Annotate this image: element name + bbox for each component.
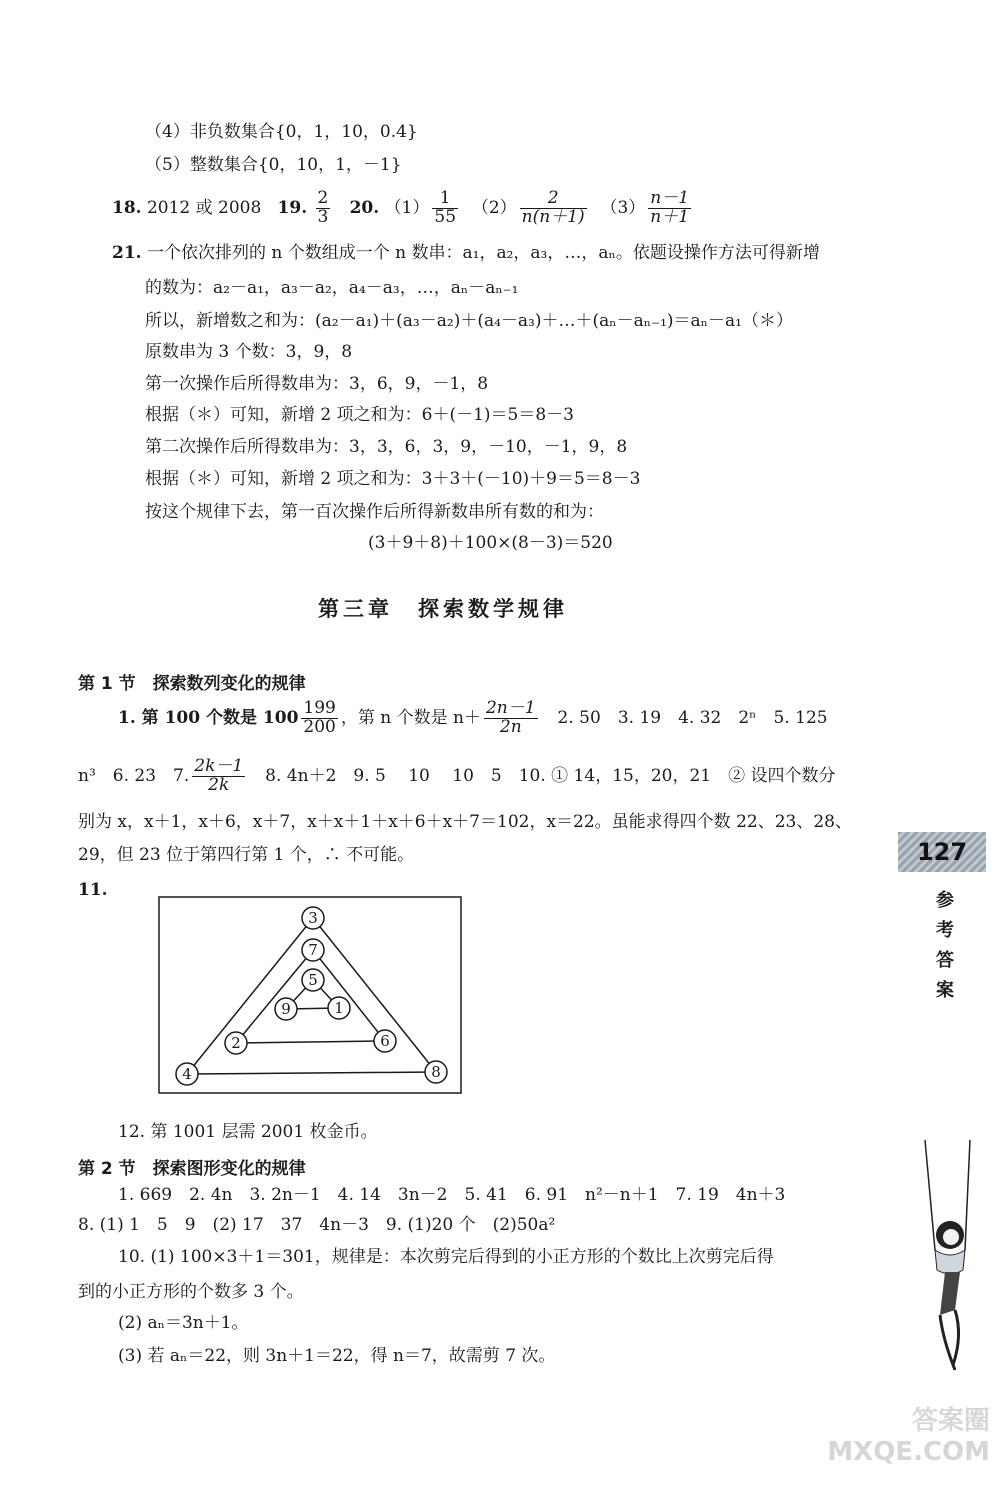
s2-line-4: 到的小正方形的个数多 3 个。 — [78, 1282, 304, 1302]
s2-line-5: (2) aₙ＝3n＋1。 — [118, 1313, 249, 1333]
q21-line-2: 的数为：a₂－a₁，a₃－a₂，a₄－a₃，…，aₙ－aₙ₋₁ — [145, 278, 519, 298]
swing-girl-illustration — [915, 1140, 985, 1380]
answers-18-20 — [112, 190, 694, 227]
q19-fraction: $\frac{2}{3}$ — [317, 188, 329, 227]
q18-number: 18. — [112, 197, 142, 218]
node-middle-left: 2 — [231, 1034, 241, 1052]
node-inner-top: 5 — [308, 971, 318, 989]
s1-q7-fraction: $\frac{2k-1}{2k}$ — [194, 756, 244, 795]
q21-line-8: 根据（＊）可知，新增 2 项之和为：3＋3＋(－10)＋9＝5＝8－3 — [145, 469, 641, 489]
q21-line-1 — [112, 243, 820, 263]
chapter-title: 第三章 探索数学规律 — [318, 597, 568, 621]
q21-line-10: (3＋9＋8)＋100×(8－3)＝520 — [368, 533, 613, 553]
q20-number: 20. — [349, 197, 380, 218]
q20-part3-label: （3） — [600, 197, 646, 218]
s1-line-1 — [118, 700, 828, 737]
node-outer-left: 4 — [182, 1065, 192, 1083]
s1-q1-fraction: $\frac{199}{200}$ — [303, 698, 336, 737]
q21-text-1: 一个依次排列的 n 个数组成一个 n 数串：a₁，a₂，a₃，…，aₙ。依题设操作方法可得新增 — [146, 243, 820, 263]
q19-number: 19. — [277, 197, 308, 218]
s1-line-3: 别为 x，x＋1，x＋6，x＋7，x＋x＋1＋x＋6＋x＋7＝102，x＝22。虽能求得四个数 22、23、28、 — [78, 812, 852, 832]
q20-part2-label: （2） — [471, 197, 517, 218]
s1-q1-text: 1. 第 100 个数是 100 — [118, 707, 299, 728]
q21-number: 21. — [112, 243, 142, 263]
s1-q1-nth-fraction: $\frac{2n-1}{2n}$ — [485, 698, 536, 737]
q21-line-7: 第二次操作后所得数串为：3，3，6，3，9，－10，－1，9，8 — [145, 437, 628, 457]
q21-line-5: 第一次操作后所得数串为：3，6，9，－1，8 — [145, 374, 489, 394]
s1-line-2 — [78, 758, 836, 795]
q21-line-4: 原数串为 3 个数：3，9，8 — [145, 342, 353, 362]
node-middle-top: 7 — [308, 941, 318, 959]
q21-line-9: 按这个规律下去，第一百次操作后所得新数串所有数的和为： — [145, 502, 604, 522]
sidebar-answers-label: 参考答案 — [936, 890, 954, 1001]
s1-q1-text-b: ，第 n 个数是 n＋ — [340, 707, 481, 728]
s2-line-1: 1. 669 2. 4n 3. 2n－1 4. 14 3n－2 5. 41 6. 91 n²－n＋1 7. 19 4n＋3 — [118, 1185, 786, 1205]
page-number: 127 — [916, 838, 968, 866]
q18-answer: 2012 或 2008 — [146, 197, 262, 218]
node-outer-top: 3 — [308, 909, 318, 927]
s1-q2-q5: 2. 50 3. 19 4. 32 2ⁿ 5. 125 — [540, 707, 828, 728]
section-1-title: 第 1 节 探索数列变化的规律 — [78, 674, 306, 694]
triangle-diagram — [158, 896, 462, 1094]
s1-q11-number: 11. — [78, 880, 108, 900]
s1-q8-q10: 8. 4n＋2 9. 5 10 10 5 10. ① 14，15，20，21 ② 设四个数分 — [248, 765, 836, 786]
q20-fraction-1: $\frac{1}{55}$ — [434, 188, 457, 227]
s1-q6-q7: n³ 6. 23 7. — [78, 765, 190, 786]
s2-line-6: (3) 若 aₙ＝22，则 3n＋1＝22，得 n＝7，故需剪 7 次。 — [118, 1346, 556, 1366]
q21-line-6: 根据（＊）可知，新增 2 项之和为：6＋(－1)＝5＝8－3 — [145, 405, 574, 425]
s2-line-3: 10. (1) 100×3＋1＝301，规律是：本次剪完后得到的小正方形的个数比上次剪完后得 — [118, 1247, 774, 1267]
node-middle-right: 6 — [380, 1032, 390, 1050]
q20-part1-label: （1） — [384, 197, 430, 218]
s1-q12: 12. 第 1001 层需 2001 枚金币。 — [118, 1122, 378, 1142]
watermark: 答案圈 MXQE.COM — [827, 1406, 990, 1467]
set-item-5: （5）整数集合{0，10，1，－1} — [145, 155, 402, 175]
s1-line-4: 29，但 23 位于第四行第 1 个，∴ 不可能。 — [78, 845, 415, 865]
q21-line-3: 所以，新增数之和为：(a₂－a₁)＋(a₃－a₂)＋(a₄－a₃)＋…＋(aₙ－aₙ₋₁)＝aₙ－a₁（＊） — [145, 311, 793, 331]
q20-fraction-3: $\frac{n-1}{n+1}$ — [650, 188, 690, 227]
s2-line-2: 8. (1) 1 5 9 (2) 17 37 4n－3 9. (1)20 个 (2)50a² — [78, 1215, 556, 1235]
set-item-4: （4）非负数集合{0，1，10，0.4} — [145, 122, 418, 142]
node-inner-right: 1 — [334, 999, 344, 1017]
q20-fraction-2: $\frac{2}{n(n+1)}$ — [521, 188, 585, 227]
section-2-title: 第 2 节 探索图形变化的规律 — [78, 1159, 306, 1179]
node-outer-right: 8 — [431, 1063, 441, 1081]
node-inner-left: 9 — [281, 1000, 291, 1018]
